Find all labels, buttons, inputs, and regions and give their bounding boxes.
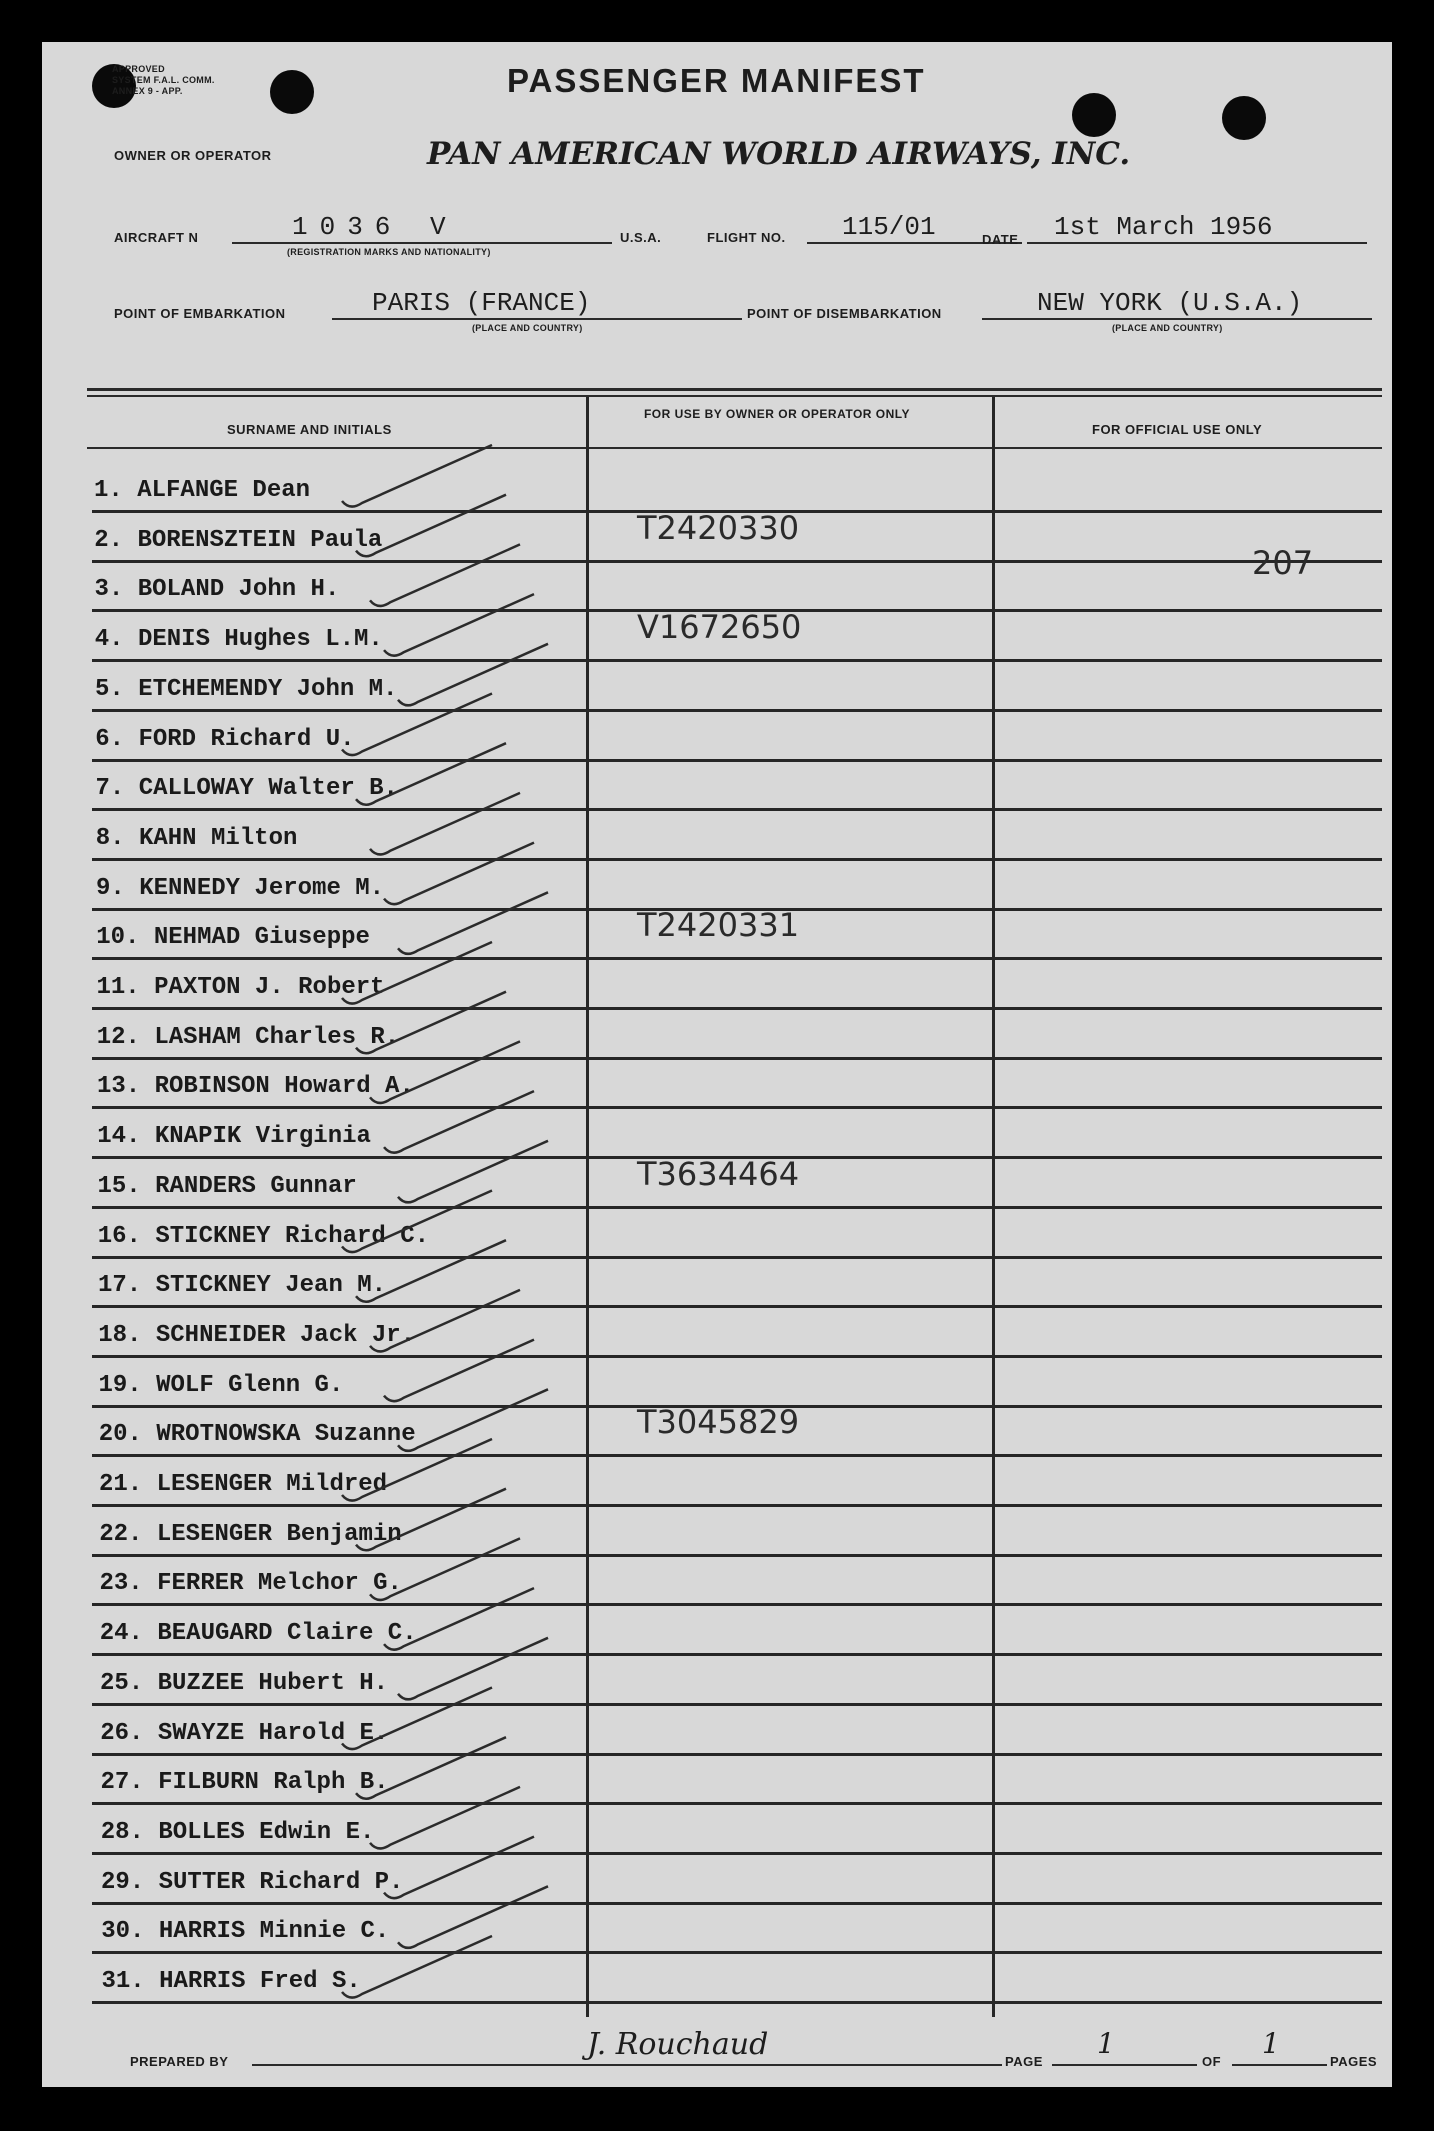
check-mark: [398, 1638, 548, 1700]
check-mark: [370, 544, 520, 606]
prepared-signature: J. Rouchaud: [587, 2027, 769, 2062]
passenger-name: 7. CALLOWAY Walter B.: [95, 775, 398, 803]
flight-value: 115/01: [842, 212, 936, 242]
check-mark: [342, 445, 492, 507]
prepared-label: PREPARED BY: [130, 2054, 229, 2069]
check-mark: [356, 1737, 506, 1799]
check-mark: [370, 1041, 520, 1103]
check-mark: [370, 1787, 520, 1849]
check-marks: [42, 42, 1392, 2087]
passenger-name: 1. ALFANGE Dean: [94, 477, 311, 504]
date-label: DATE: [982, 232, 1019, 247]
passenger-name: 20. WROTNOWSKA Suzanne: [98, 1421, 416, 1449]
check-mark: [356, 495, 506, 557]
passenger-name: 12. LASHAM Charles R.: [96, 1023, 400, 1051]
passenger-name: 23. FERRER Melchor G.: [99, 1570, 402, 1598]
passenger-name: 25. BUZZEE Hubert H.: [100, 1669, 389, 1697]
page-number: 1: [1097, 2027, 1115, 2060]
aircraft-value: 1036 V: [292, 212, 458, 242]
passenger-name: 27. FILBURN Ralph B.: [100, 1769, 389, 1797]
passenger-name: 29. SUTTER Richard P.: [101, 1868, 404, 1896]
passenger-name: 3. BOLAND John H.: [94, 576, 340, 604]
official-note: 207: [1252, 544, 1314, 582]
check-mark: [356, 992, 506, 1054]
check-mark: [356, 1489, 506, 1551]
passenger-name: 28. BOLLES Edwin E.: [100, 1818, 375, 1846]
passenger-name: 4. DENIS Hughes L.M.: [94, 626, 383, 654]
embark-sublabel: (PLACE AND COUNTRY): [472, 323, 583, 333]
approval-line: SYSTEM F.A.L. COMM.: [112, 75, 215, 85]
passenger-name: 21. LESENGER Mildred: [99, 1471, 388, 1498]
disembark-sublabel: (PLACE AND COUNTRY): [1112, 323, 1223, 333]
passport-number: T3634464: [637, 1154, 800, 1193]
airline-name: PAN AMERICAN WORLD AIRWAYS, INC.: [427, 136, 1131, 172]
passenger-name: 22. LESENGER Benjamin: [99, 1520, 402, 1548]
usa-label: U.S.A.: [620, 230, 662, 245]
disembark-value: NEW YORK (U.S.A.): [1037, 288, 1303, 318]
check-mark: [398, 644, 548, 706]
check-mark: [384, 1837, 534, 1899]
manifest-sheet: [42, 42, 1392, 2087]
passenger-name: 2. BORENSZTEIN Paula: [94, 526, 383, 554]
passenger-name: 31. HARRIS Fred S.: [101, 1968, 361, 1995]
check-mark: [356, 743, 506, 805]
approval-line: ANNEX 9 - APP.: [112, 86, 183, 96]
check-mark: [370, 1538, 520, 1600]
passenger-name: 10. NEHMAD Giuseppe: [96, 924, 370, 952]
of-label: OF: [1202, 2054, 1222, 2069]
check-mark: [384, 1091, 534, 1153]
column-header-official: FOR OFFICIAL USE ONLY: [1092, 422, 1263, 437]
embark-label: POINT OF EMBARKATION: [114, 306, 286, 321]
pages-label: PAGES: [1330, 2054, 1378, 2069]
passenger-name: 6. FORD Richard U.: [95, 725, 355, 753]
passenger-name: 19. WOLF Glenn G.: [98, 1371, 344, 1399]
date-value: 1st March 1956: [1054, 212, 1273, 242]
passport-number: T2420331: [637, 906, 800, 945]
passenger-name: 30. HARRIS Minnie C.: [101, 1918, 390, 1946]
passport-number: T3045829: [637, 1403, 800, 1442]
passenger-name: 11. PAXTON J. Robert: [96, 974, 385, 1001]
passenger-name: 18. SCHNEIDER Jack Jr.: [98, 1321, 416, 1349]
column-header-surname: SURNAME AND INITIALS: [227, 422, 392, 437]
approval-line: APPROVED: [112, 64, 165, 74]
passenger-name: 9. KENNEDY Jerome M.: [96, 874, 385, 902]
check-mark: [370, 793, 520, 855]
passenger-name: 24. BEAUGARD Claire C.: [99, 1620, 417, 1648]
column-header-owner: FOR USE BY OWNER OR OPERATOR ONLY: [643, 407, 911, 421]
page-label: PAGE: [1005, 2054, 1043, 2069]
passenger-name: 14. KNAPIK Virginia: [97, 1123, 371, 1151]
check-mark: [398, 892, 548, 954]
passenger-name: 8. KAHN Milton: [95, 824, 298, 852]
page-total: 1: [1262, 2027, 1280, 2060]
aircraft-label: AIRCRAFT N: [114, 230, 199, 245]
passenger-name: 15. RANDERS Gunnar: [97, 1172, 357, 1200]
check-mark: [384, 594, 534, 656]
check-mark: [370, 1290, 520, 1352]
passport-number: T2420330: [637, 508, 800, 547]
check-mark: [384, 1588, 534, 1650]
check-mark: [356, 1240, 506, 1302]
passenger-name: 26. SWAYZE Harold E.: [100, 1719, 389, 1747]
check-mark: [384, 843, 534, 905]
owner-label: OWNER OR OPERATOR: [114, 148, 272, 163]
check-mark: [384, 1340, 534, 1402]
passenger-name: 17. STICKNEY Jean M.: [98, 1272, 387, 1300]
embark-value: PARIS (FRANCE): [372, 288, 591, 318]
passenger-name: 5. ETCHEMENDY John M.: [95, 675, 398, 703]
check-mark: [398, 1886, 548, 1948]
flight-label: FLIGHT NO.: [707, 230, 786, 245]
passport-number: V1672650: [637, 608, 802, 647]
disembark-label: POINT OF DISEMBARKATION: [747, 306, 942, 321]
check-mark: [398, 1141, 548, 1203]
aircraft-sublabel: (REGISTRATION MARKS AND NATIONALITY): [287, 247, 491, 257]
passenger-name: 16. STICKNEY Richard C.: [97, 1222, 430, 1250]
page-title: PASSENGER MANIFEST: [507, 62, 926, 99]
passenger-name: 13. ROBINSON Howard A.: [97, 1073, 414, 1101]
check-mark: [398, 1389, 548, 1451]
